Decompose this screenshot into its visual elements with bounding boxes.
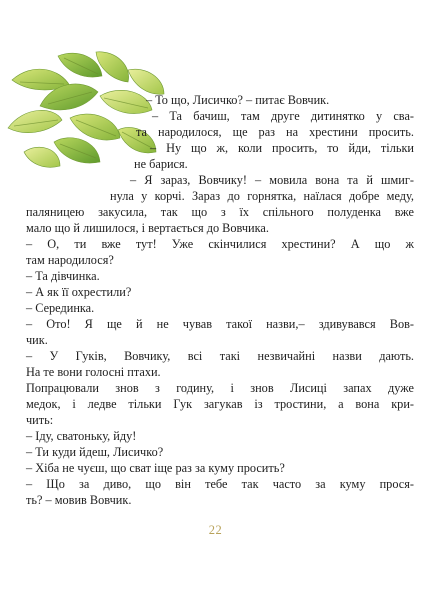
text-line: медок, і ледве тільки Гук загукав із тростини, а вона кри-: [26, 397, 414, 411]
text-line: – У Гуків, Вовчику, всі такі незвичайні назви дають.: [26, 349, 414, 363]
page-number: 22: [208, 523, 223, 537]
text-line: не барися.: [134, 157, 188, 171]
text-line: – Серединка.: [26, 301, 95, 315]
text-line: – Я зараз, Вовчику! – мовила вона та й шмиг-: [130, 173, 414, 187]
text-line: – Та бачиш, там друге дитинятко у сва-: [152, 109, 414, 123]
text-line: мало що й лишилося, і вертається до Вовчика.: [26, 221, 269, 235]
text-line: – Та дівчинка.: [26, 269, 100, 283]
text-line: Попрацювали знов з годину, і знов Лисиці запах дуже: [26, 381, 414, 395]
text-line: та народилося, ще раз на хрестини просить.: [136, 125, 414, 139]
text-line: – О, ти вже тут! Уже скінчилися хрестини? А що ж: [26, 237, 414, 251]
text-line: паляницею закусила, так що з їх спільного полуденка вже: [26, 205, 414, 219]
text-line: нула у корчі. Зараз до горнятка, наїлася добре меду,: [110, 189, 414, 203]
text-line: чить:: [26, 413, 54, 427]
text-line: чик.: [26, 333, 48, 347]
text-line: – Ти куди йдеш, Лисичко?: [26, 445, 164, 459]
text-line: – Що за диво, що він тебе так часто за куму прося-: [26, 477, 414, 491]
text-line: там народилося?: [26, 253, 114, 267]
text-line: – А як її охрестили?: [26, 285, 132, 299]
text-line: – То що, Лисичко? – питає Вовчик.: [146, 93, 330, 107]
text-line: – Іду, сватоньку, йду!: [26, 429, 137, 443]
text-line: ть? – мовив Вовчик.: [26, 493, 132, 507]
text-line: На те вони голосні птахи.: [26, 365, 161, 379]
text-line: – Хіба не чуєш, що сват іще раз за куму просить?: [26, 461, 285, 475]
text-line: – Ну що ж, коли просить, то йди, тільки: [150, 141, 414, 155]
text-line: – Ото! Я ще й не чував такої назви,– здивувався Вов-: [26, 317, 414, 331]
